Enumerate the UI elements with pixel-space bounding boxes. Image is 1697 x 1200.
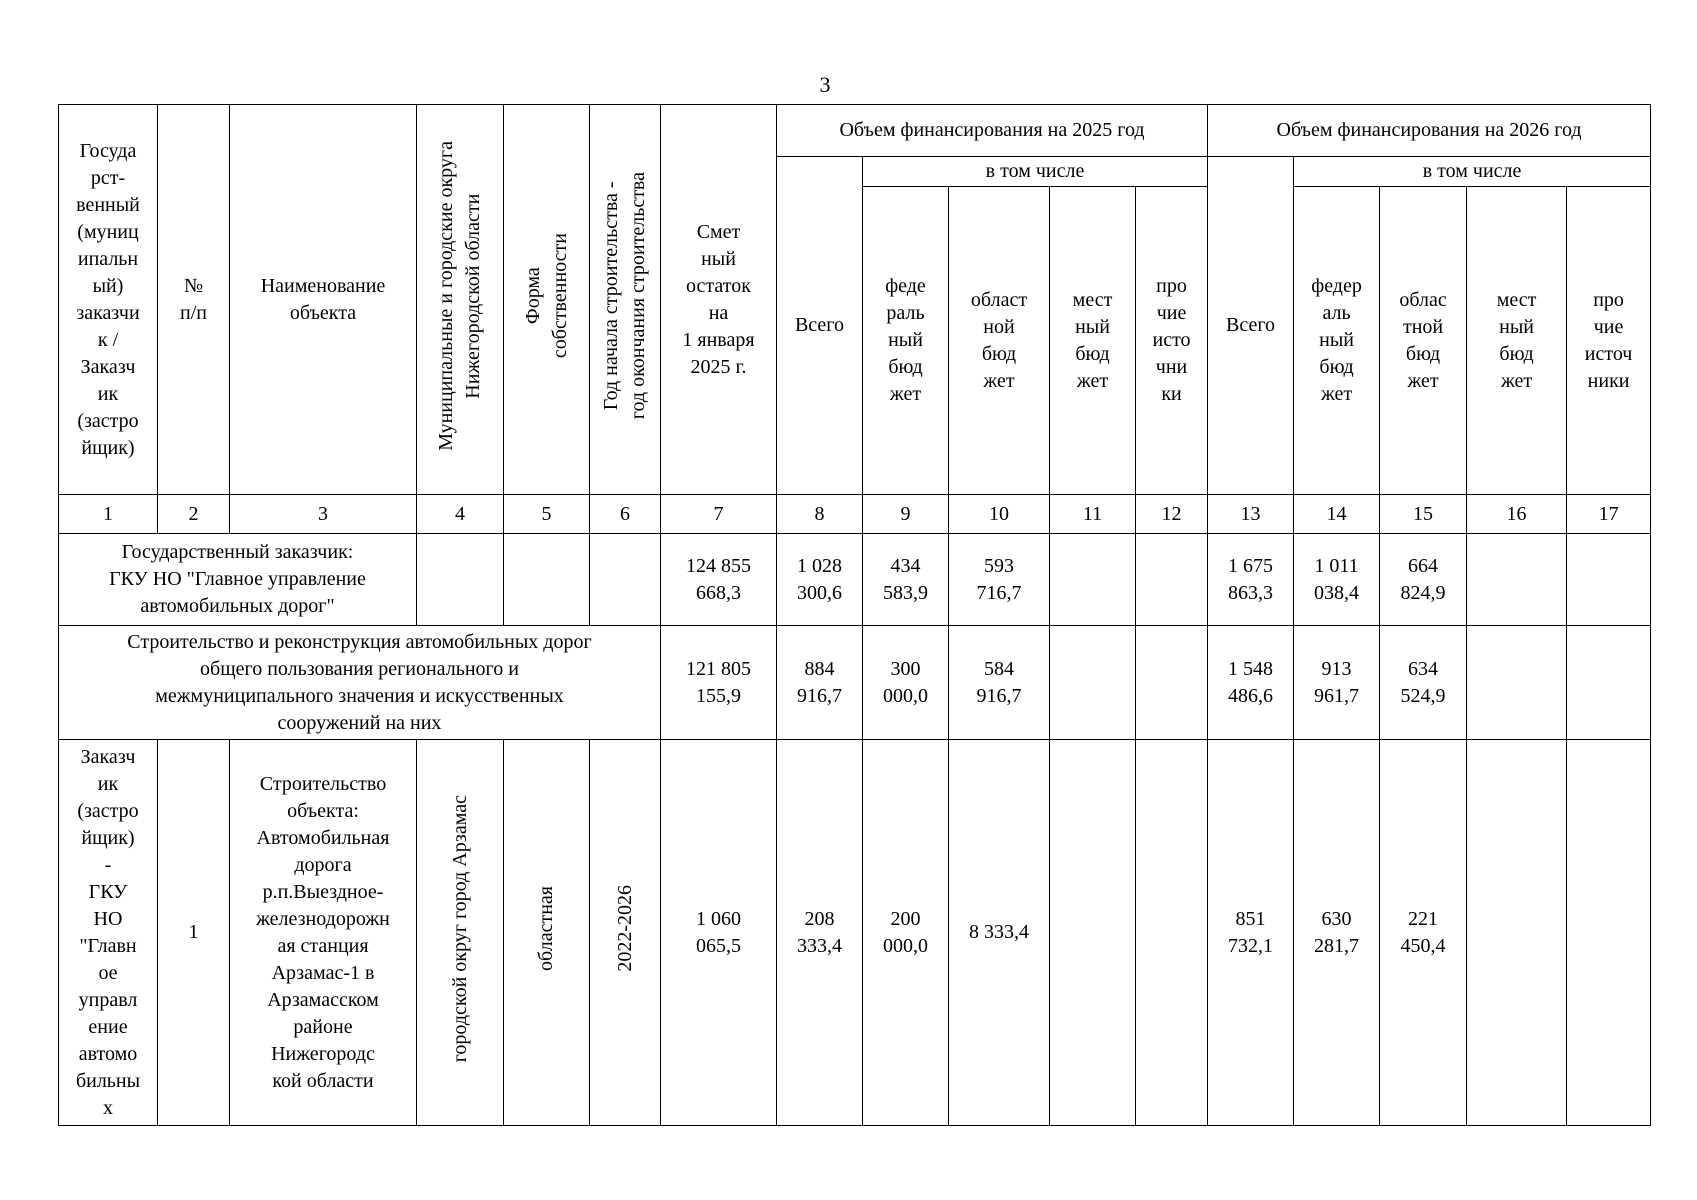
- customer-total-2026: 1 675 863,3: [1208, 534, 1294, 626]
- item-total-2025: 208 333,4: [777, 740, 863, 1126]
- section-total-2025: 884 916,7: [777, 626, 863, 740]
- header-including-2026: в том числе: [1294, 157, 1651, 187]
- header-total-2026: Всего: [1208, 157, 1294, 495]
- item-estimate: 1 060 065,5: [661, 740, 777, 1126]
- empty-cell: [1136, 626, 1208, 740]
- header-row-1: [59, 105, 1651, 157]
- column-number: 17: [1567, 495, 1651, 534]
- section-estimate: 121 805 155,9: [661, 626, 777, 740]
- page-number: 3: [819, 72, 831, 97]
- item-fed-2025: 200 000,0: [863, 740, 949, 1126]
- header-oth-2025: про чие исто чни ки: [1136, 187, 1208, 495]
- header-fin-2026: Объем финансирования на 2026 год: [1208, 105, 1651, 157]
- empty-cell: [1136, 534, 1208, 626]
- empty-cell: [1467, 740, 1567, 1126]
- header-loc-2026: мест ный бюд жет: [1467, 187, 1567, 495]
- header-object-name: Наименование объекта: [230, 105, 417, 495]
- empty-cell: [1467, 534, 1567, 626]
- column-number: 1: [59, 495, 158, 534]
- column-number: 9: [863, 495, 949, 534]
- empty-cell: [417, 534, 504, 626]
- item-customer: Заказч ик (застро йщик) - ГКУ НО "Главн ое управл ение автомо бильны х: [59, 740, 158, 1126]
- column-number: 8: [777, 495, 863, 534]
- header-fin-2025: Объем финансирования на 2025 год: [777, 105, 1208, 157]
- customer-row: [59, 534, 1651, 626]
- column-number: 13: [1208, 495, 1294, 534]
- customer-fed-2026: 1 011 038,4: [1294, 534, 1380, 626]
- empty-cell: [504, 534, 590, 626]
- column-number: 6: [590, 495, 661, 534]
- section-total-2026: 1 548 486,6: [1208, 626, 1294, 740]
- column-number: 10: [949, 495, 1050, 534]
- customer-total-2025: 1 028 300,6: [777, 534, 863, 626]
- column-number: 12: [1136, 495, 1208, 534]
- customer-fed-2025: 434 583,9: [863, 534, 949, 626]
- empty-cell: [1050, 626, 1136, 740]
- header-years: Год начала строительства - год окончания строительства: [590, 105, 661, 495]
- item-reg-2026: 221 450,4: [1380, 740, 1467, 1126]
- header-estimate: Смет ный остаток на 1 января 2025 г.: [661, 105, 777, 495]
- header-municipal: Муниципальные и городские округа Нижегородской области: [417, 105, 504, 495]
- header-including-2025: в том числе: [863, 157, 1208, 187]
- section-reg-2025: 584 916,7: [949, 626, 1050, 740]
- column-numbers-row: [59, 495, 1651, 534]
- empty-cell: [1467, 626, 1567, 740]
- header-oth-2026: про чие источ ники: [1567, 187, 1651, 495]
- header-num: № п/п: [158, 105, 230, 495]
- empty-cell: [590, 534, 661, 626]
- empty-cell: [1567, 626, 1651, 740]
- empty-cell: [1567, 740, 1651, 1126]
- item-years: 2022-2026: [590, 740, 661, 1126]
- header-total-2025: Всего: [777, 157, 863, 495]
- empty-cell: [1136, 740, 1208, 1126]
- customer-estimate: 124 855 668,3: [661, 534, 777, 626]
- customer-reg-2026: 664 824,9: [1380, 534, 1467, 626]
- financing-table: [58, 104, 1651, 1126]
- item-ownership: областная: [504, 740, 590, 1126]
- column-number: 11: [1050, 495, 1136, 534]
- item-fed-2026: 630 281,7: [1294, 740, 1380, 1126]
- column-number: 14: [1294, 495, 1380, 534]
- empty-cell: [1567, 534, 1651, 626]
- item-row: [59, 740, 1651, 1126]
- section-reg-2026: 634 524,9: [1380, 626, 1467, 740]
- empty-cell: [1050, 740, 1136, 1126]
- item-num: 1: [158, 740, 230, 1126]
- header-fed-2026: федер аль ный бюд жет: [1294, 187, 1380, 495]
- section-fed-2026: 913 961,7: [1294, 626, 1380, 740]
- column-number: 7: [661, 495, 777, 534]
- empty-cell: [1050, 534, 1136, 626]
- header-customer: Госуда рст- венный (муниц ипальн ый) заказчи к / Заказч ик (застро йщик): [59, 105, 158, 495]
- column-number: 5: [504, 495, 590, 534]
- header-ownership: Форма собственности: [504, 105, 590, 495]
- column-number: 3: [230, 495, 417, 534]
- customer-label: Государственный заказчик: ГКУ НО "Главное управление автомобильных дорог": [59, 534, 417, 626]
- header-fed-2025: феде раль ный бюд жет: [863, 187, 949, 495]
- header-loc-2025: мест ный бюд жет: [1050, 187, 1136, 495]
- item-object: Строительство объекта: Автомобильная дорога р.п.Выездное- железнодорожн ая станция Арзамас-1 в Арзамасском районе Нижегородс кой области: [230, 740, 417, 1126]
- column-number: 2: [158, 495, 230, 534]
- customer-reg-2025: 593 716,7: [949, 534, 1050, 626]
- item-municipal: городской округ город Арзамас: [417, 740, 504, 1126]
- item-total-2026: 851 732,1: [1208, 740, 1294, 1126]
- section-fed-2025: 300 000,0: [863, 626, 949, 740]
- column-number: 16: [1467, 495, 1567, 534]
- section-row: [59, 626, 1651, 740]
- item-reg-2025: 8 333,4: [949, 740, 1050, 1126]
- column-number: 15: [1380, 495, 1467, 534]
- column-number: 4: [417, 495, 504, 534]
- header-reg-2025: област ной бюд жет: [949, 187, 1050, 495]
- header-reg-2026: облас тной бюд жет: [1380, 187, 1467, 495]
- section-label: Строительство и реконструкция автомобильных дорог общего пользования регионального и межмуниципального значения и искусственных сооружений на них: [59, 626, 661, 740]
